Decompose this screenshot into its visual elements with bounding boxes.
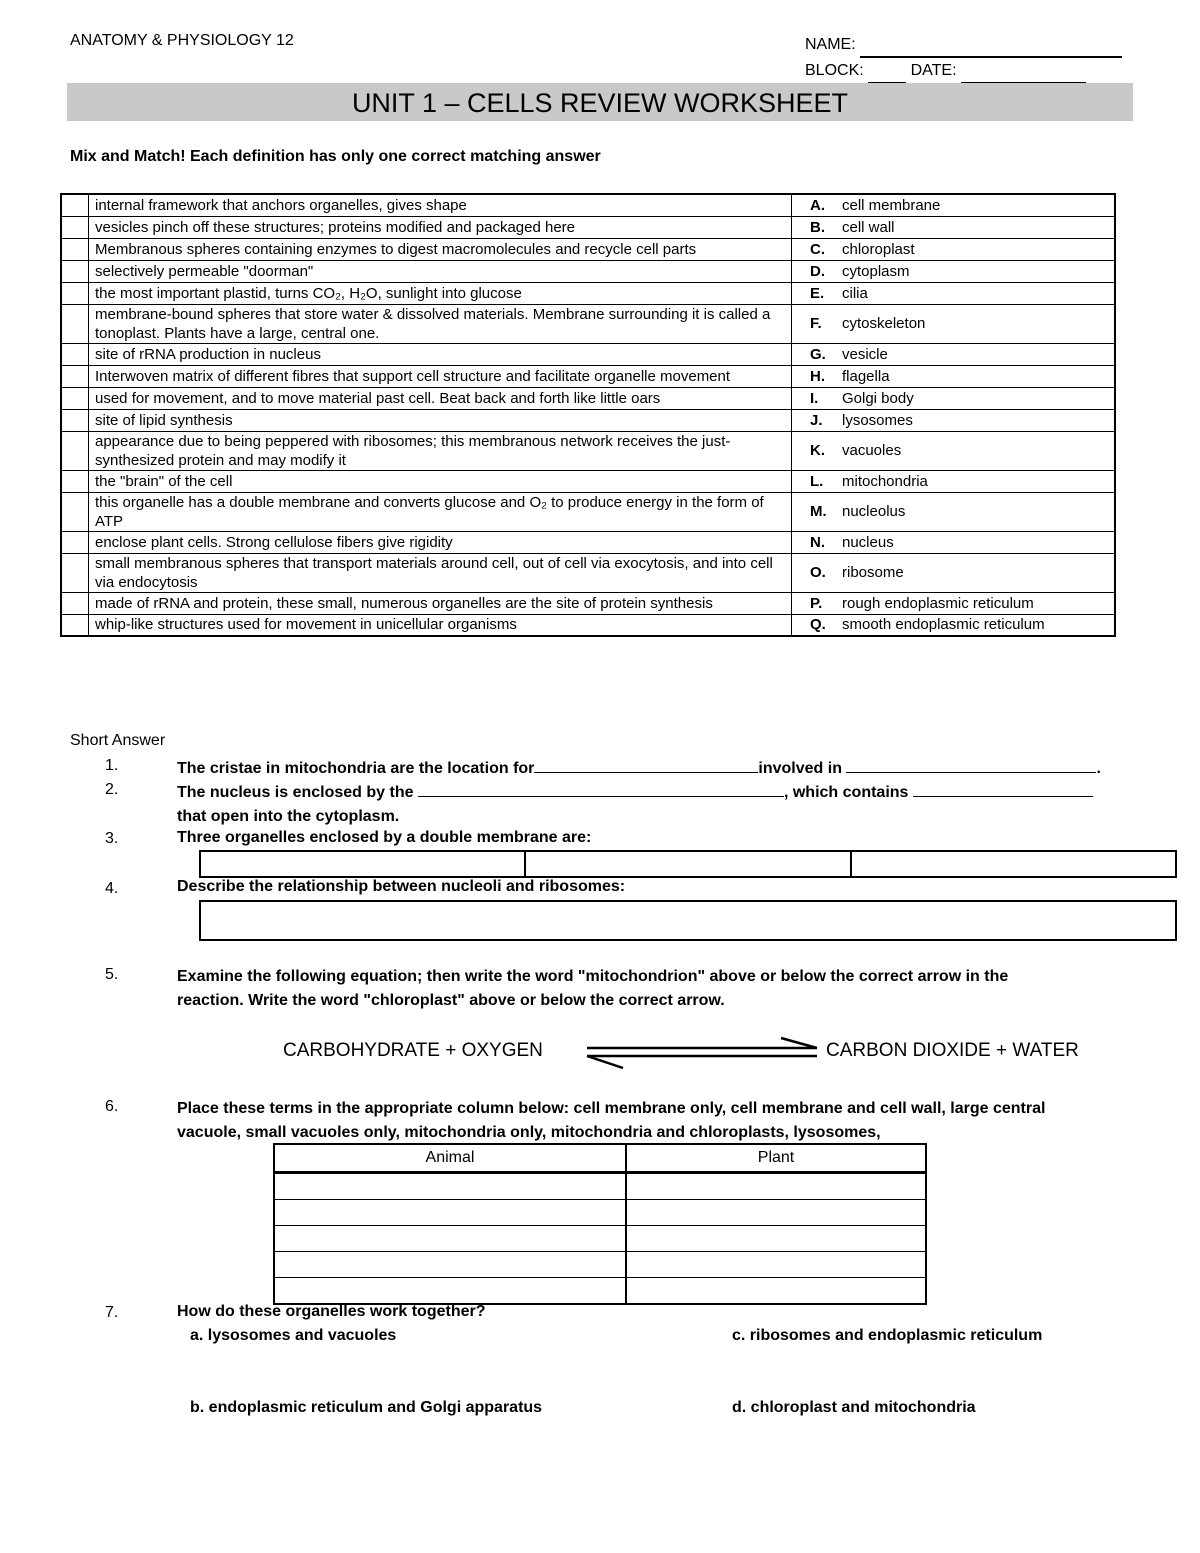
worksheet-title: UNIT 1 – CELLS REVIEW WORKSHEET xyxy=(67,83,1133,121)
definition-text: small membranous spheres that transport materials around cell, out of cell via exocytosis, and into cell via endocytosis xyxy=(89,553,792,592)
q5-line-2: reaction. Write the word "chloroplast" above or below the correct arrow. xyxy=(177,992,725,1009)
term-text: smooth endoplasmic reticulum xyxy=(840,614,1115,636)
animal-plant-row xyxy=(274,1173,926,1200)
animal-plant-row xyxy=(274,1200,926,1226)
name-label: NAME: xyxy=(805,36,856,53)
q7-option-a: a. lysosomes and vacuoles xyxy=(190,1327,397,1344)
definition-text: this organelle has a double membrane and converts glucose and O₂ to produce energy in the form of ATP xyxy=(89,492,792,531)
name-field[interactable] xyxy=(860,40,1122,58)
term-text: nucleus xyxy=(840,531,1115,553)
term-letter: K. xyxy=(792,431,841,470)
answer-blank[interactable] xyxy=(61,470,89,492)
term-text: lysosomes xyxy=(840,409,1115,431)
date-label: DATE: xyxy=(910,62,957,79)
definition-text: whip-like structures used for movement in unicellular organisms xyxy=(89,614,792,636)
term-text: vacuoles xyxy=(840,431,1115,470)
equilibrium-arrows-icon xyxy=(585,1034,823,1074)
matching-row xyxy=(61,470,1115,492)
definition-text: membrane-bound spheres that store water & dissolved materials. Membrane surrounding it is called a tonoplast. Plants have a large, central one. xyxy=(89,304,792,343)
animal-column-header: Animal xyxy=(274,1144,626,1173)
q3-answer-box-3[interactable] xyxy=(852,852,1175,876)
matching-row xyxy=(61,343,1115,365)
q4-number: 4. xyxy=(105,880,119,897)
matching-row xyxy=(61,282,1115,304)
term-text: mitochondria xyxy=(840,470,1115,492)
term-text: cytoskeleton xyxy=(840,304,1115,343)
term-letter: E. xyxy=(792,282,841,304)
matching-row xyxy=(61,260,1115,282)
term-letter: H. xyxy=(792,365,841,387)
answer-blank[interactable] xyxy=(61,216,89,238)
equation-products: CARBON DIOXIDE + WATER xyxy=(826,1040,1079,1061)
block-field[interactable] xyxy=(868,66,906,84)
answer-blank[interactable] xyxy=(61,387,89,409)
definition-text: selectively permeable "doorman" xyxy=(89,260,792,282)
answer-blank[interactable] xyxy=(61,614,89,636)
term-letter: M. xyxy=(792,492,841,531)
definition-text: made of rRNA and protein, these small, numerous organelles are the site of protein synthesis xyxy=(89,592,792,614)
animal-plant-row xyxy=(274,1278,926,1305)
q7-option-d: d. chloroplast and mitochondria xyxy=(732,1399,976,1416)
term-letter: F. xyxy=(792,304,841,343)
term-letter: O. xyxy=(792,553,841,592)
term-letter: I. xyxy=(792,387,841,409)
mix-instruction: Mix and Match! Each definition has only one correct matching answer xyxy=(70,148,601,165)
plant-cell[interactable] xyxy=(626,1252,926,1278)
matching-row xyxy=(61,194,1115,216)
term-letter: B. xyxy=(792,216,841,238)
q5-text xyxy=(177,965,1132,1013)
term-letter: C. xyxy=(792,238,841,260)
q2-blank-1[interactable] xyxy=(418,781,784,797)
term-letter: L. xyxy=(792,470,841,492)
block-label: BLOCK: xyxy=(805,62,864,79)
definition-text: appearance due to being peppered with ribosomes; this membranous network receives the just-synthesized protein and may modify it xyxy=(89,431,792,470)
answer-blank[interactable] xyxy=(61,592,89,614)
student-info xyxy=(805,32,1122,84)
plant-cell[interactable] xyxy=(626,1278,926,1305)
definition-text: used for movement, and to move material past cell. Beat back and forth like little oars xyxy=(89,387,792,409)
answer-blank[interactable] xyxy=(61,304,89,343)
answer-blank[interactable] xyxy=(61,365,89,387)
matching-row xyxy=(61,409,1115,431)
term-text: cytoplasm xyxy=(840,260,1115,282)
matching-row xyxy=(61,238,1115,260)
plant-cell[interactable] xyxy=(626,1173,926,1200)
q6-number: 6. xyxy=(105,1098,119,1115)
q1-part-c: . xyxy=(1096,760,1101,777)
q7-option-c: c. ribosomes and endoplasmic reticulum xyxy=(732,1327,1043,1344)
matching-row xyxy=(61,304,1115,343)
term-text: ribosome xyxy=(840,553,1115,592)
definition-text: the "brain" of the cell xyxy=(89,470,792,492)
term-text: cell membrane xyxy=(840,194,1115,216)
q4-text: Describe the relationship between nucleoli and ribosomes: xyxy=(177,878,626,895)
answer-blank[interactable] xyxy=(61,409,89,431)
equation-reactants: CARBOHYDRATE + OXYGEN xyxy=(283,1040,543,1061)
q1-part-b: involved in xyxy=(758,760,842,777)
matching-row xyxy=(61,387,1115,409)
q5-number: 5. xyxy=(105,966,119,983)
q2-part-b: , which contains xyxy=(783,784,909,801)
animal-cell[interactable] xyxy=(274,1200,626,1226)
q2-number: 2. xyxy=(105,781,119,798)
answer-blank[interactable] xyxy=(61,194,89,216)
answer-blank[interactable] xyxy=(61,343,89,365)
q1-number: 1. xyxy=(105,757,119,774)
q2-part-c: that open into the cytoplasm. xyxy=(177,808,400,825)
q6-text xyxy=(177,1097,1132,1145)
q6-line-1: Place these terms in the appropriate column below: cell membrane only, cell membrane and cell wall, large central xyxy=(177,1100,1046,1117)
definition-text: vesicles pinch off these structures; proteins modified and packaged here xyxy=(89,216,792,238)
q3-answer-boxes xyxy=(199,850,1177,878)
term-text: flagella xyxy=(840,365,1115,387)
matching-row xyxy=(61,614,1115,636)
matching-row xyxy=(61,531,1115,553)
short-answer-title: Short Answer xyxy=(70,732,166,749)
matching-row xyxy=(61,492,1115,531)
q3-answer-box-1[interactable] xyxy=(201,852,526,876)
matching-row xyxy=(61,553,1115,592)
q2-part-a: The nucleus is enclosed by the xyxy=(177,784,414,801)
plant-cell[interactable] xyxy=(626,1226,926,1252)
definition-text: Membranous spheres containing enzymes to digest macromolecules and recycle cell parts xyxy=(89,238,792,260)
q4-answer-box[interactable] xyxy=(199,900,1177,941)
q3-number: 3. xyxy=(105,830,119,847)
matching-row xyxy=(61,216,1115,238)
term-letter: G. xyxy=(792,343,841,365)
q1-blank-1[interactable] xyxy=(534,757,758,773)
answer-blank[interactable] xyxy=(61,531,89,553)
term-letter: P. xyxy=(792,592,841,614)
term-letter: Q. xyxy=(792,614,841,636)
term-letter: D. xyxy=(792,260,841,282)
matching-row xyxy=(61,592,1115,614)
q7-option-b: b. endoplasmic reticulum and Golgi apparatus xyxy=(190,1399,543,1416)
answer-blank[interactable] xyxy=(61,282,89,304)
q7-number: 7. xyxy=(105,1304,119,1321)
q3-text: Three organelles enclosed by a double membrane are: xyxy=(177,829,592,846)
q1-blank-2[interactable] xyxy=(846,757,1096,773)
definition-text: enclose plant cells. Strong cellulose fibers give rigidity xyxy=(89,531,792,553)
term-text: vesicle xyxy=(840,343,1115,365)
term-text: cell wall xyxy=(840,216,1115,238)
date-field[interactable] xyxy=(961,66,1086,84)
term-letter: N. xyxy=(792,531,841,553)
answer-blank[interactable] xyxy=(61,431,89,470)
term-text: nucleolus xyxy=(840,492,1115,531)
q3-answer-box-2[interactable] xyxy=(526,852,851,876)
animal-plant-table xyxy=(273,1143,927,1305)
answer-blank[interactable] xyxy=(61,492,89,531)
definition-text: Interwoven matrix of different fibres that support cell structure and facilitate organelle movement xyxy=(89,365,792,387)
matching-row xyxy=(61,365,1115,387)
term-letter: J. xyxy=(792,409,841,431)
definition-text: site of lipid synthesis xyxy=(89,409,792,431)
term-text: chloroplast xyxy=(840,238,1115,260)
plant-column-header: Plant xyxy=(626,1144,926,1173)
q1-text xyxy=(177,757,1101,778)
matching-row xyxy=(61,431,1115,470)
q5-line-1: Examine the following equation; then write the word "mitochondrion" above or below the correct arrow in the xyxy=(177,968,1009,985)
term-letter: A. xyxy=(792,194,841,216)
animal-cell[interactable] xyxy=(274,1173,626,1200)
course-title: ANATOMY & PHYSIOLOGY 12 xyxy=(70,32,294,49)
term-text: rough endoplasmic reticulum xyxy=(840,592,1115,614)
answer-blank[interactable] xyxy=(61,553,89,592)
answer-blank[interactable] xyxy=(61,238,89,260)
definition-text: site of rRNA production in nucleus xyxy=(89,343,792,365)
definition-text: internal framework that anchors organelles, gives shape xyxy=(89,194,792,216)
animal-plant-row xyxy=(274,1226,926,1252)
q6-line-2: vacuole, small vacuoles only, mitochondria only, mitochondria and chloroplasts, lysosomes, xyxy=(177,1124,881,1141)
animal-cell[interactable] xyxy=(274,1252,626,1278)
animal-cell[interactable] xyxy=(274,1226,626,1252)
animal-plant-row xyxy=(274,1252,926,1278)
animal-cell[interactable] xyxy=(274,1278,626,1305)
answer-blank[interactable] xyxy=(61,260,89,282)
term-text: Golgi body xyxy=(840,387,1115,409)
q2-text xyxy=(177,781,1132,829)
matching-table xyxy=(60,193,1116,637)
plant-cell[interactable] xyxy=(626,1200,926,1226)
q1-part-a: The cristae in mitochondria are the location for xyxy=(177,760,535,777)
q2-blank-2[interactable] xyxy=(913,781,1093,797)
term-text: cilia xyxy=(840,282,1115,304)
q7-text: How do these organelles work together? xyxy=(177,1303,486,1320)
definition-text: the most important plastid, turns CO₂, H₂O, sunlight into glucose xyxy=(89,282,792,304)
